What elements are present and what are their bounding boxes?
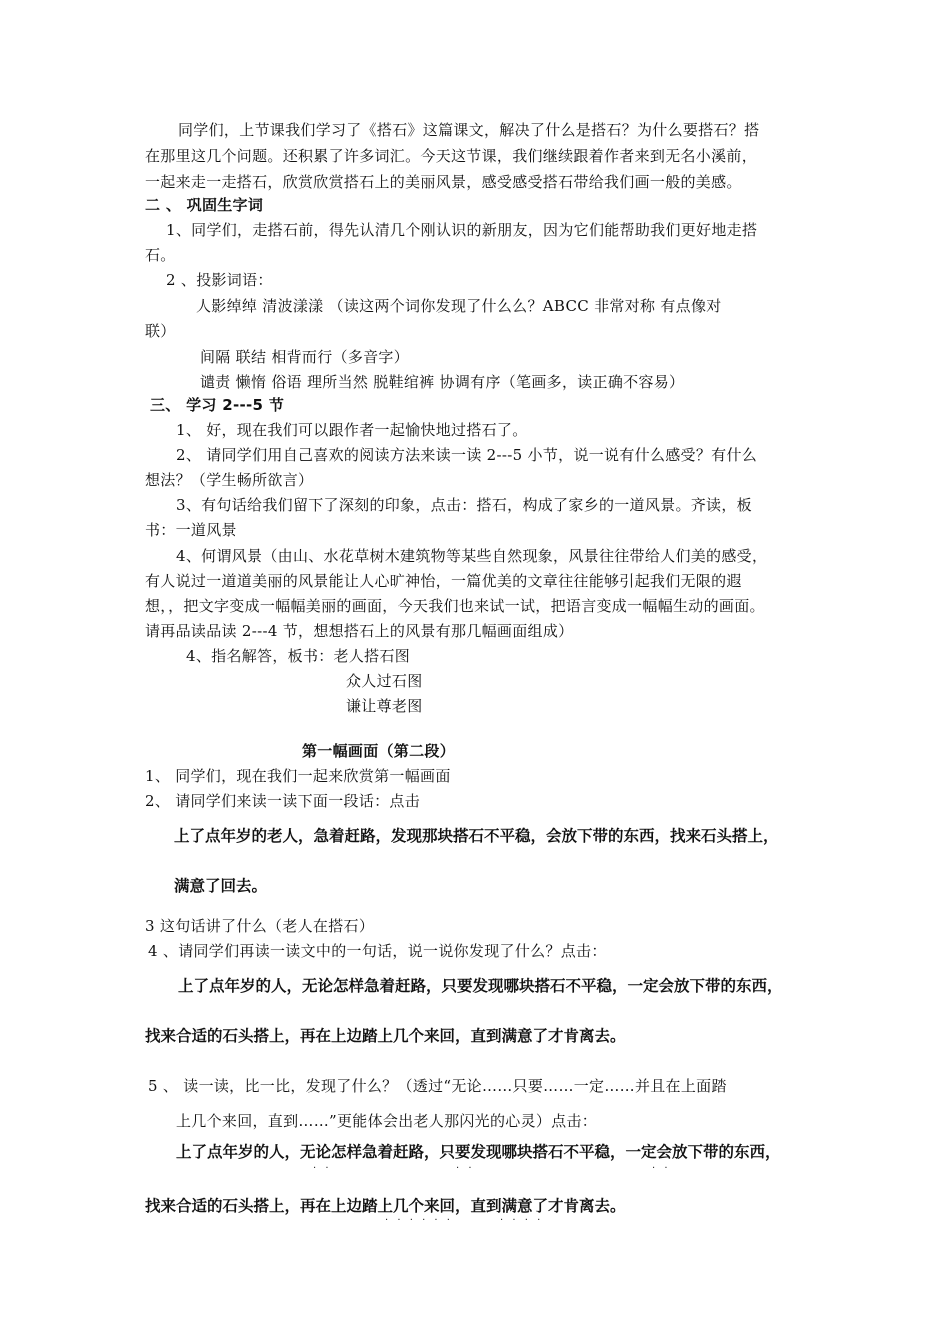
intro-line-1: 同学们，上节课我们学习了《搭石》这篇课文，解决了什么是搭石？为什么要搭石？搭 xyxy=(178,121,760,139)
section-3-heading: 三、 学习 2---5 节 xyxy=(150,396,285,414)
subsection-item-3: 3 这句话讲了什么（老人在搭石） xyxy=(145,917,375,935)
subsection-item-5-line-1: 5 、 读一读，比一比，发现了什么？（透过“无论……只要……一定……并且在上面踏 xyxy=(148,1077,727,1095)
section-3-item-4-line-1: 4、何谓风景（由山、水花草树木建筑物等某些自然现象，风景往往带给人们美的感受， xyxy=(176,547,768,565)
quote-2-line-1: 上了点年岁的人，无论怎样急着赶路，只要发现哪块搭石不平稳，一定会放下带的东西， xyxy=(178,977,783,995)
section-2-item-1-line-1: 1、同学们，走搭石前，得先认清几个刚认识的新朋友，因为它们能帮助我们更好地走搭 xyxy=(166,221,758,239)
subsection-heading: 第一幅画面（第二段） xyxy=(302,742,456,760)
quote-3-line-1: 上了点年岁的人，无论怎样急着赶路，只要发现哪块搭石不平稳，一定会放下带的东西， xyxy=(176,1143,781,1161)
vocab-line-2: 间隔 联结 相背而行（多音字） xyxy=(200,348,410,366)
vocab-line-1: 人影绰绰 清波漾漾 （读这两个词你发现了什么么？ABCC 非常对称 有点像对 xyxy=(196,297,722,315)
vocab-line-3: 谴责 懒惰 俗语 理所当然 脱鞋绾裤 协调有序（笔画多，读正确不容易） xyxy=(200,373,685,391)
emphasis-dots-3: · · xyxy=(652,1163,671,1174)
emphasis-dots-1: · · xyxy=(313,1163,332,1174)
intro-line-3: 一起来走一走搭石，欣赏欣赏搭石上的美丽风景，感受感受搭石带给我们画一般的美感。 xyxy=(145,173,742,191)
subsection-item-1: 1、 同学们，现在我们一起来欣赏第一幅画面 xyxy=(145,767,451,785)
section-2-item-1-line-2: 石。 xyxy=(145,246,176,264)
section-3-item-4-line-2: 有人说过一道道美丽的风景能让人心旷神怡，一篇优美的文章往往能够引起我们无限的遐 xyxy=(145,572,742,590)
section-2-heading: 二 、 巩固生字词 xyxy=(145,196,264,214)
section-3-item-1: 1、 好，现在我们可以跟作者一起愉快地过搭石了。 xyxy=(176,421,528,439)
board-answer-1: 4、指名解答，板书：老人搭石图 xyxy=(186,647,411,665)
quote-1-line-1: 上了点年岁的老人，急着赶路，发现那块搭石不平稳，会放下带的东西，找来石头搭上， xyxy=(174,827,779,845)
section-3-item-3-line-2: 书：一道风景 xyxy=(145,521,237,539)
board-answer-2: 众人过石图 xyxy=(346,672,423,690)
board-answer-3: 谦让尊老图 xyxy=(346,697,423,715)
section-2-item-2: 2 、投影词语： xyxy=(166,271,273,289)
subsection-item-4: 4 、请同学们再读一读文中的一句话，说一说你发现了什么？点击： xyxy=(148,942,607,960)
intro-line-2: 在那里这几个问题。还积累了许多词汇。今天这节课，我们继续跟着作者来到无名小溪前， xyxy=(145,147,758,165)
section-3-item-4-line-3: 想，，把文字变成一幅幅美丽的画面，今天我们也来试一试，把语言变成一幅幅生动的画面。 xyxy=(145,597,765,615)
subsection-item-2: 2、 请同学们来读一读下面一段话：点击 xyxy=(145,792,421,810)
emphasis-dots-5: · · · · xyxy=(500,1215,544,1226)
emphasis-dots-4: · · · · · · xyxy=(385,1215,453,1226)
quote-1-line-2: 满意了回去。 xyxy=(174,877,268,895)
section-3-item-2-line-2: 想法？（学生畅所欲言） xyxy=(145,471,314,489)
quote-3-line-2: 找来合适的石头搭上，再在上边踏上几个来回，直到满意了才肯离去。 xyxy=(145,1197,626,1215)
section-3-item-2-line-1: 2、 请同学们用自己喜欢的阅读方法来读一读 2---5 小节，说一说有什么感受？有什么 xyxy=(176,446,758,464)
quote-2-line-2: 找来合适的石头搭上，再在上边踏上几个来回，直到满意了才肯离去。 xyxy=(145,1027,626,1045)
section-3-item-3-line-1: 3、有句话给我们留下了深刻的印象，点击：搭石，构成了家乡的一道风景。齐读，板 xyxy=(176,496,752,514)
emphasis-dots-2: · · xyxy=(456,1163,475,1174)
vocab-line-1-cont: 联） xyxy=(145,322,176,340)
section-3-item-4-line-4: 请再品读品读 2---4 节，想想搭石上的风景有那几幅画面组成） xyxy=(145,622,574,640)
subsection-item-5-line-2: 上几个来回，直到……”更能体会出老人那闪光的心灵）点击： xyxy=(176,1112,598,1130)
